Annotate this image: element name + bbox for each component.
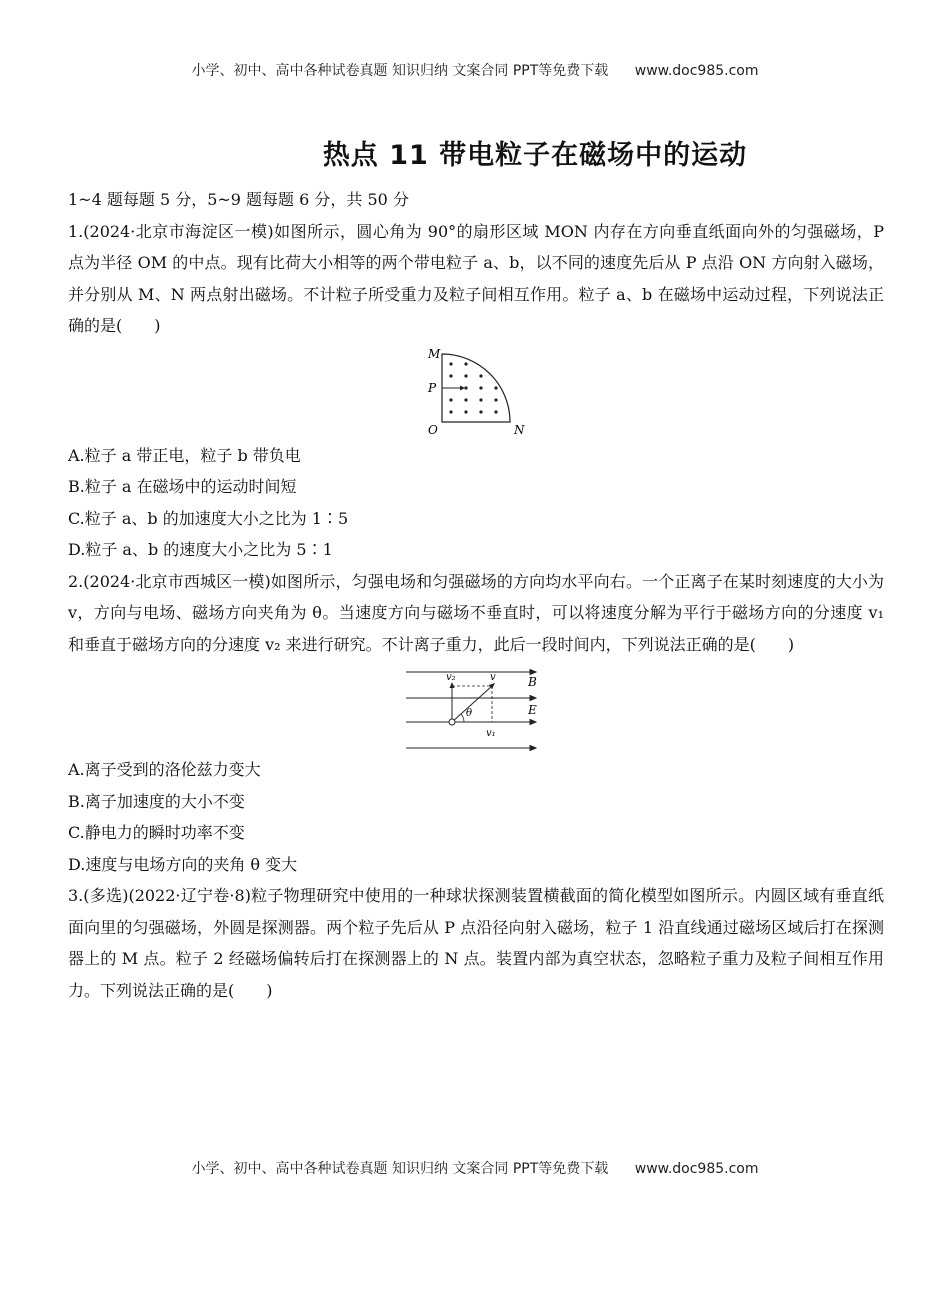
label-p: P: [428, 380, 437, 395]
page-title: 热点 11 带电粒子在磁场中的运动: [322, 140, 748, 171]
header-banner: 小学、初中、高中各种试卷真题 知识归纳 文案合同 PPT等免费下载: [191, 63, 609, 79]
question-2-option-a[interactable]: A.离子受到的洛伦兹力变大: [68, 760, 261, 779]
page-header: [0, 60, 950, 80]
question-1-figure: [420, 346, 540, 438]
page-footer: [0, 1158, 950, 1178]
label-v: v: [490, 672, 496, 683]
question-2-option-c[interactable]: C.静电力的瞬时功率不变: [68, 823, 245, 842]
question-1-option-a[interactable]: A.粒子 a 带正电，粒子 b 带负电: [68, 445, 301, 465]
ion: [449, 719, 455, 725]
question-2-option-b[interactable]: B.离子加速度的大小不变: [68, 791, 245, 811]
label-theta: θ: [466, 708, 473, 719]
question-2-figure: [402, 664, 542, 752]
theta-arc: [461, 714, 464, 722]
header-site[interactable]: www.doc985.com: [634, 63, 759, 79]
question-3-text: 3.(多选)(2022·辽宁卷·8)粒子物理研究中使用的一种球状探测装置横截面的简化模型如图所示。内圆区域有垂直纸面向里的匀强磁场，外圆是探测器。两个粒子先后从 P 点沿径向射入磁场，粒子 1 沿直线通过磁场区域后打在探测器上的 M 点。粒子 2 经磁场偏转后打在探测器上的 N 点。装置内部为真空状态，忽略粒子重力及粒子间相互作用力。下列说法正确的是( ): [68, 886, 884, 1000]
label-n: N: [514, 422, 525, 437]
question-2-text: 2.(2024·北京市西城区一模)如图所示，匀强电场和匀强磁场的方向均水平向右。一个正离子在某时刻速度的大小为 v，方向与电场、磁场方向夹角为 θ。当速度方向与磁场不垂直时，可以将速度分解为平行于磁场方向的分速度 v₁ 和垂直于磁场方向的分速度 v₂ 来进行研究。不计离子重力，此后一段时间内，下列说法正确的是( ): [68, 571, 884, 654]
label-b: B: [528, 675, 537, 689]
label-o: O: [428, 422, 438, 437]
question-1-option-d[interactable]: D.粒子 a、b 的速度大小之比为 5∶1: [68, 540, 333, 559]
label-v2: v₂: [446, 672, 456, 683]
question-1-text: 1.(2024·北京市海淀区一模)如图所示，圆心角为 90°的扇形区域 MON 内存在方向垂直纸面向外的匀强磁场，P 点为半径 OM 的中点。现有比荷大小相等的两个带电粒子 a、b，以不同的速度先后从 P 点沿 ON 方向射入磁场，并分别从 M、N 两点射出磁场。不计粒子所受重力及粒子间相互作用。粒子 a、b 在磁场中运动过程，下列说法正确的是( ): [68, 221, 884, 335]
p-arrow-head: [460, 385, 465, 390]
question-1-option-c[interactable]: C.粒子 a、b 的加速度大小之比为 1∶5: [68, 508, 349, 528]
footer-banner: 小学、初中、高中各种试卷真题 知识归纳 文案合同 PPT等免费下载: [191, 1161, 609, 1177]
label-v1: v₁: [486, 728, 496, 739]
label-m: M: [428, 346, 441, 361]
scoring-note: 1~4 题每题 5 分，5~9 题每题 6 分，共 50 分: [68, 190, 409, 209]
footer-site[interactable]: www.doc985.com: [634, 1161, 759, 1177]
label-e: E: [528, 703, 537, 717]
question-1-option-b[interactable]: B.粒子 a 在磁场中的运动时间短: [68, 477, 297, 496]
document-body: [68, 184, 884, 1006]
question-2-option-d[interactable]: D.速度与电场方向的夹角 θ 变大: [68, 854, 298, 874]
